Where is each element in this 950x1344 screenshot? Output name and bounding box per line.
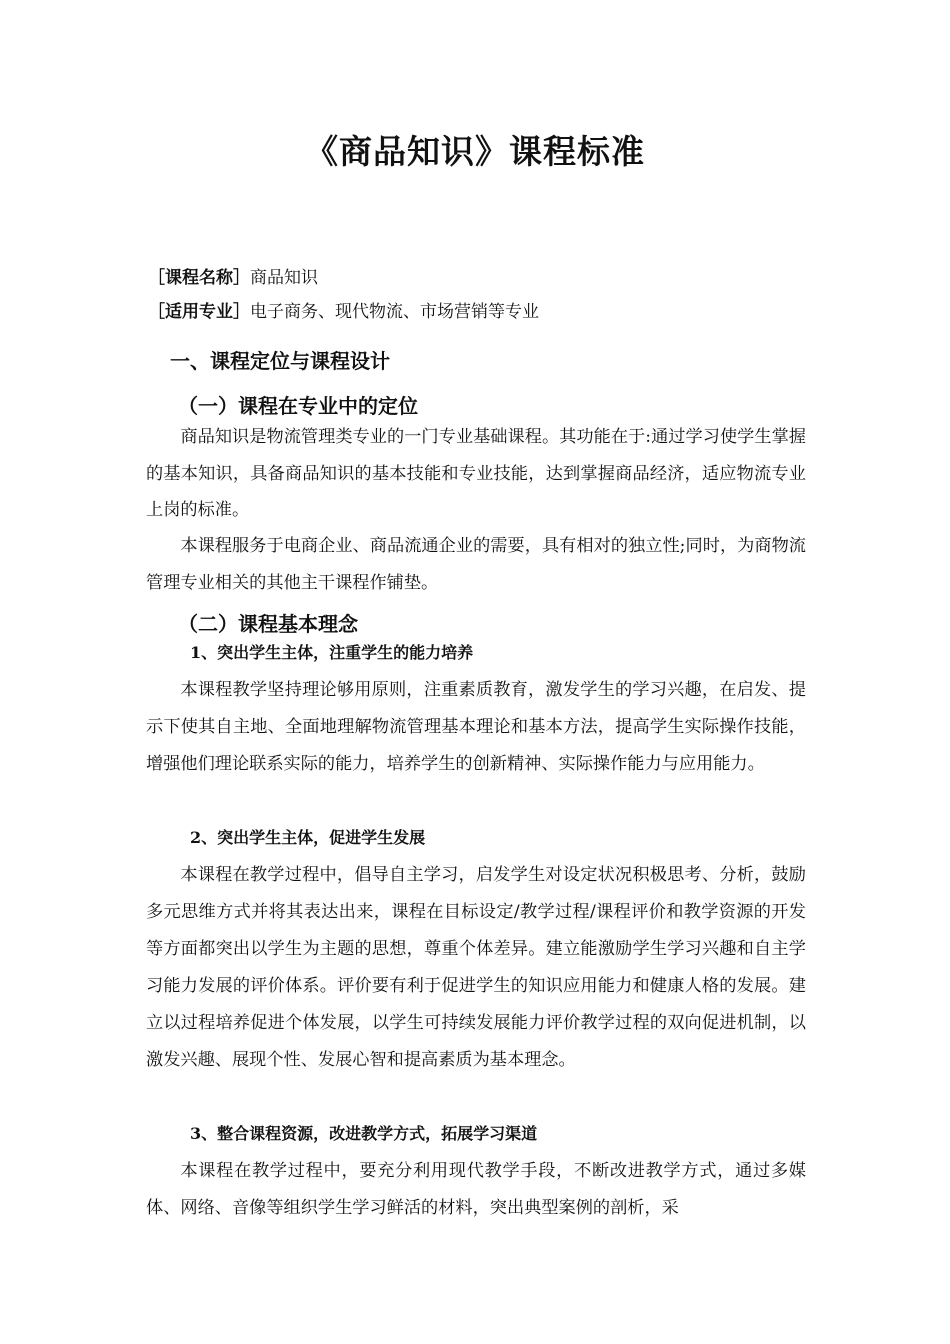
paragraph: 本课程在教学过程中，要充分利用现代教学手段，不断改进教学方式，通过多媒体、网络、音像等组织学生学习鲜活的材料，突出典型案例的剖析，采 — [146, 1161, 806, 1218]
paragraph: 本课程服务于电商企业、商品流通企业的需要，具有相对的独立性;同时，为商物流管理专业相关的其他主干课程作铺垫。 — [146, 536, 806, 593]
meta-key: ［课程名称］ — [148, 268, 250, 288]
document-title: 《商品知识》课程标准 — [305, 132, 645, 171]
meta-value: 电子商务、现代物流、市场营销等专业 — [250, 302, 539, 322]
paragraph: 商品知识是物流管理类专业的一门专业基础课程。其功能在于:通过学习使学生掌握的基本知识，具备商品知识的基本技能和专业技能，达到掌握商品经济，适应物流专业上岗的标准。 — [146, 427, 806, 520]
point-heading: 1、突出学生主体，注重学生的能力培养 — [190, 643, 474, 662]
subsection-heading-concept: （二）课程基本理念 — [178, 612, 358, 636]
point-heading: 3、整合课程资源，改进教学方式，拓展学习渠道 — [190, 1124, 538, 1143]
meta-value: 商品知识 — [250, 268, 318, 288]
paragraph: 本课程教学坚持理论够用原则，注重素质教育，激发学生的学习兴趣，在启发、提示下使其自主地、全面地理解物流管理基本理论和基本方法，提高学生实际操作技能，增强他们理论联系实际的能力，培养学生的创新精神、实际操作能力与应用能力。 — [146, 680, 806, 774]
subsection-heading-positioning: （一）课程在专业中的定位 — [178, 394, 418, 418]
meta-major — [148, 298, 539, 326]
paragraph: 本课程在教学过程中，倡导自主学习，启发学生对设定状况积极思考、分析，鼓励多元思维方式并将其表达出来，课程在目标设定/教学过程/课程评价和教学资源的开发等方面都突出以学生为主题的思想，尊重个体差异。建立能激励学生学习兴趣和自主学习能力发展的评价体系。评价要有利于促进学生的知识应用能力和健康人格的发展。建立以过程培养促进个体发展，以学生可持续发展能力评价教学过程的双向促进机制，以激发兴趣、展现个性、发展心智和提高素质为基本理念。 — [146, 865, 806, 1070]
meta-key: ［适用专业］ — [148, 302, 250, 322]
point-heading: 2、突出学生主体，促进学生发展 — [190, 828, 426, 847]
meta-course-name — [148, 264, 318, 292]
section-heading: 一、课程定位与课程设计 — [170, 349, 390, 373]
